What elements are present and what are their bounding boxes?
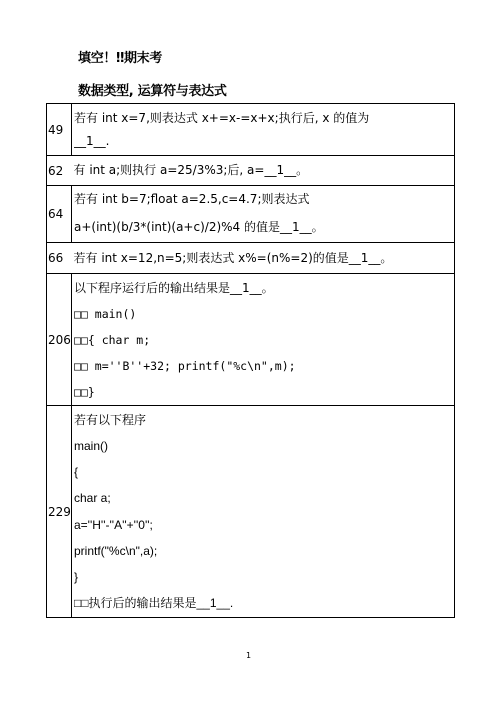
question-text bbox=[72, 243, 455, 274]
question-number: 64 bbox=[47, 186, 72, 243]
question-line: 有 int a;则执行 a=25/3%3;后, a=__1__。 bbox=[73, 163, 309, 177]
page-number: 1 bbox=[246, 651, 252, 660]
question-number: 66 bbox=[47, 243, 72, 274]
code-line: □□{ char m; bbox=[74, 332, 151, 347]
code-line: □□} bbox=[74, 384, 95, 399]
question-text bbox=[72, 104, 455, 156]
code-line: { bbox=[74, 465, 79, 480]
question-line: 若有以下程序 bbox=[74, 412, 147, 427]
question-text bbox=[72, 156, 455, 186]
code-line: char a; bbox=[74, 491, 111, 506]
question-number: 229 bbox=[47, 406, 72, 618]
code-line: main() bbox=[74, 438, 109, 453]
question-row bbox=[47, 156, 455, 186]
code-line: } bbox=[74, 569, 79, 584]
code-line: □□ main() bbox=[74, 306, 137, 321]
question-line: 以下程序运行后的输出结果是__1__。 bbox=[74, 280, 274, 295]
question-row bbox=[47, 274, 455, 406]
code-line: □□ m=''B''+32; printf("%c\n",m); bbox=[74, 358, 296, 373]
question-row bbox=[47, 406, 455, 618]
question-table bbox=[46, 103, 455, 618]
question-line: a+(int)(b/3*(int)(a+c)/2)%4 的值是__1__。 bbox=[74, 220, 324, 234]
question-line: 若有 int b=7;float a=2.5,c=4.7;则表达式 bbox=[74, 192, 310, 206]
page-title: 填空！‼期末考 bbox=[78, 51, 163, 66]
question-number: 206 bbox=[47, 274, 72, 406]
question-line: □□执行后的输出结果是__1__. bbox=[74, 596, 234, 611]
code-line: a=''H''-''A''+''0''; bbox=[74, 517, 153, 532]
code-line: printf("%c\n",a); bbox=[74, 543, 158, 558]
question-row bbox=[47, 104, 455, 156]
question-row bbox=[47, 243, 455, 274]
question-line: __1__. bbox=[74, 133, 110, 148]
question-row bbox=[47, 186, 455, 243]
question-line: 若有 int x=7,则表达式 x+=x-=x+x;执行后, x 的值为 bbox=[74, 110, 370, 125]
question-line: 若有 int x=12,n=5;则表达式 x%=(n%=2)的值是__1__。 bbox=[73, 250, 393, 265]
question-text bbox=[72, 274, 455, 406]
question-number: 49 bbox=[47, 104, 72, 156]
question-text bbox=[72, 406, 455, 618]
question-text bbox=[72, 186, 455, 243]
question-number: 62 bbox=[47, 156, 72, 186]
section-title: 数据类型, 运算符与表达式 bbox=[78, 84, 227, 99]
